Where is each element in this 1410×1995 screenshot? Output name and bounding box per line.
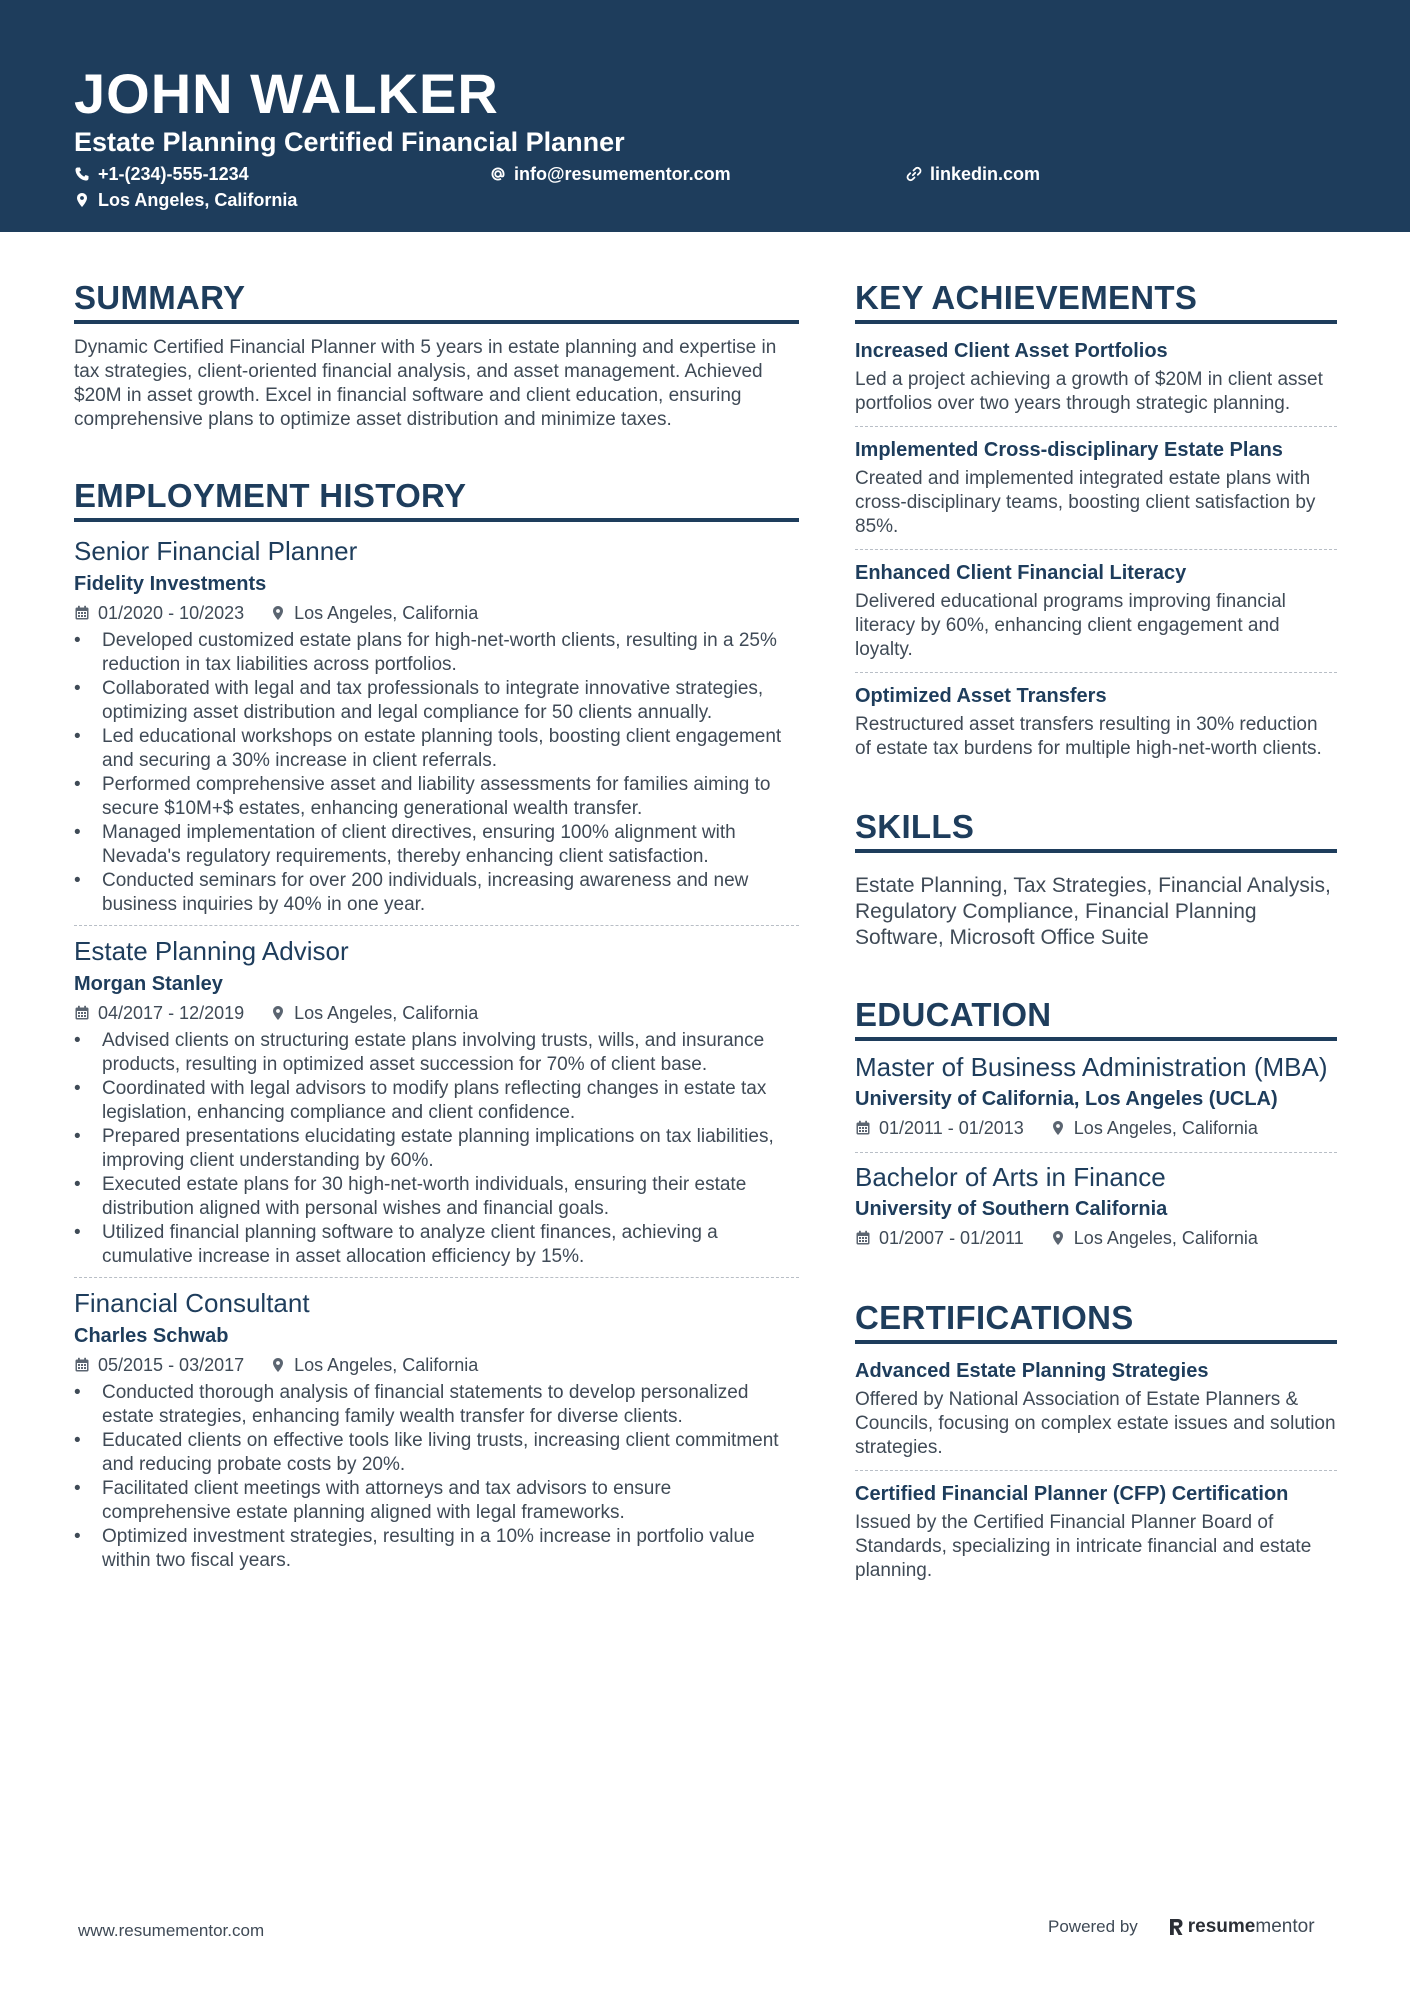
education-school: University of California, Los Angeles (UCLA): [855, 1088, 1278, 1110]
job-company: Charles Schwab: [74, 1325, 229, 1347]
job-meta: [74, 600, 799, 626]
job-bullet: • Performed comprehensive asset and liability assessments for families aiming to secure $10M+$ estates, enhancing generational wealth transfer.: [74, 773, 799, 821]
achievement-text: Created and implemented integrated estate plans with cross-disciplinary teams, boosting client satisfaction by 85%.: [855, 468, 1316, 537]
location-pin-icon: [1050, 1230, 1066, 1246]
certification-title: Certified Financial Planner (CFP) Certification: [855, 1483, 1289, 1505]
achievement-title: Enhanced Client Financial Literacy: [855, 562, 1187, 584]
location-pin-icon: [1050, 1120, 1066, 1136]
candidate-title: Estate Planning Certified Financial Planner: [74, 127, 625, 157]
job-bullets: [74, 1029, 799, 1269]
summary-text: Dynamic Certified Financial Planner with 5 years in estate planning and expertise in tax strategies, client-oriented financial analysis, and asset management. Achieved $20M in asset growth. Excel in financial software and client education, ensuring comprehensive plans to optimize asset distribution and minimize taxes.: [74, 337, 777, 430]
certification-item: [855, 1470, 1337, 1593]
achievement-item: [855, 672, 1337, 771]
link-icon: [906, 166, 922, 182]
phone-text: +1-(234)-555-1234: [98, 164, 249, 184]
job-meta: [74, 1000, 799, 1026]
calendar-icon: [74, 1005, 90, 1021]
achievement-text: Delivered educational programs improving financial literacy by 60%, enhancing client engagement and loyalty.: [855, 591, 1286, 660]
location-pin-icon: [270, 1005, 286, 1021]
phone-icon: [74, 166, 90, 182]
education-item: [855, 1152, 1337, 1262]
job-bullet: • Conducted thorough analysis of financial statements to develop personalized estate strategies, enhancing family wealth transfer for diverse clients.: [74, 1381, 799, 1429]
brand-name-light: mentor: [1255, 1916, 1315, 1937]
job-title: Senior Financial Planner: [74, 536, 358, 566]
job-entry: [74, 925, 799, 1277]
job-bullet: • Advised clients on structuring estate plans involving trusts, wills, and insurance products, resulting in optimized asset succession for 70% of client base.: [74, 1029, 799, 1077]
job-bullet: • Educated clients on effective tools like living trusts, increasing client commitment and reducing probate costs by 20%.: [74, 1429, 799, 1477]
powered-by-label: Powered by: [1048, 1917, 1138, 1936]
job-bullet: • Utilized financial planning software to analyze client finances, achieving a cumulative increase in asset allocation efficiency by 15%.: [74, 1221, 799, 1269]
certifications-heading: CERTIFICATIONS: [855, 1298, 1337, 1344]
employment-heading: EMPLOYMENT HISTORY: [74, 476, 799, 522]
job-bullets: [74, 629, 799, 917]
skills-section: [855, 807, 1337, 951]
job-dates: 04/2017 - 12/2019: [98, 1003, 245, 1023]
email-link[interactable]: info@resumementor.com: [514, 164, 731, 184]
education-meta: [855, 1225, 1337, 1251]
education-heading: EDUCATION: [855, 995, 1337, 1041]
location-text: Los Angeles, California: [98, 190, 298, 210]
achievements-section: [855, 278, 1337, 771]
calendar-icon: [855, 1230, 871, 1246]
location-pin-icon: [74, 192, 90, 208]
contact-phone: [74, 162, 249, 186]
calendar-icon: [855, 1120, 871, 1136]
skills-text: Estate Planning, Tax Strategies, Financial Analysis, Regulatory Compliance, Financial Planning Software, Microsoft Office Suite: [855, 874, 1331, 949]
job-bullet: • Optimized investment strategies, resulting in a 10% increase in portfolio value within two fiscal years.: [74, 1525, 799, 1573]
achievement-item: [855, 426, 1337, 549]
job-bullet: • Prepared presentations elucidating estate planning implications on tax liabilities, improving client understanding by 60%.: [74, 1125, 799, 1173]
achievement-title: Optimized Asset Transfers: [855, 685, 1107, 707]
education-degree: Master of Business Administration (MBA): [855, 1052, 1328, 1082]
job-meta: [74, 1352, 799, 1378]
candidate-name: JOHN WALKER: [74, 62, 499, 125]
achievement-text: Led a project achieving a growth of $20M in client asset portfolios over two years through strategic planning.: [855, 369, 1323, 414]
contact-email[interactable]: [490, 162, 731, 186]
job-bullet: • Led educational workshops on estate planning tools, boosting client engagement and securing a 30% increase in client referrals.: [74, 725, 799, 773]
job-title: Financial Consultant: [74, 1288, 310, 1318]
job-dates: 05/2015 - 03/2017: [98, 1355, 245, 1375]
footer-website[interactable]: www.resumementor.com: [78, 1921, 265, 1940]
education-meta: [855, 1115, 1337, 1141]
job-entry: [74, 1277, 799, 1581]
job-bullet: • Managed implementation of client directives, ensuring 100% alignment with Nevada's regulatory requirements, thereby enhancing client satisfaction.: [74, 821, 799, 869]
left-column: [74, 278, 799, 1581]
calendar-icon: [74, 605, 90, 621]
education-school: University of Southern California: [855, 1198, 1168, 1220]
resumementor-logo-icon: [1168, 1917, 1184, 1937]
education-section: [855, 995, 1337, 1262]
job-company: Morgan Stanley: [74, 973, 223, 995]
certification-title: Advanced Estate Planning Strategies: [855, 1360, 1209, 1382]
linkedin-link[interactable]: linkedin.com: [930, 164, 1041, 184]
job-bullet: • Collaborated with legal and tax professionals to integrate innovative strategies, optimizing asset distribution and legal compliance for 50 clients annually.: [74, 677, 799, 725]
achievement-item: [855, 549, 1337, 672]
job-location: Los Angeles, California: [294, 603, 479, 623]
footer-branding: [1048, 1916, 1315, 1938]
job-bullet: • Facilitated client meetings with attorneys and tax advisors to ensure comprehensive estate planning aligned with legal frameworks.: [74, 1477, 799, 1525]
resume-header: [0, 0, 1410, 232]
education-dates: 01/2011 - 01/2013: [879, 1118, 1024, 1138]
summary-section: [74, 278, 799, 432]
calendar-icon: [74, 1357, 90, 1373]
job-company: Fidelity Investments: [74, 573, 267, 595]
at-icon: [490, 166, 506, 182]
contact-linkedin[interactable]: [906, 162, 1040, 186]
job-bullets: [74, 1381, 799, 1573]
brand-logo[interactable]: [1168, 1916, 1315, 1938]
job-location: Los Angeles, California: [294, 1355, 479, 1375]
job-title: Estate Planning Advisor: [74, 936, 349, 966]
education-location: Los Angeles, California: [1073, 1228, 1258, 1248]
achievement-text: Restructured asset transfers resulting in 30% reduction of estate tax burdens for multiple high-net-worth clients.: [855, 714, 1322, 759]
job-location: Los Angeles, California: [294, 1003, 479, 1023]
achievement-title: Implemented Cross-disciplinary Estate Plans: [855, 439, 1283, 461]
job-entry: [74, 534, 799, 925]
employment-section: [74, 476, 799, 1581]
job-bullet: • Developed customized estate plans for high-net-worth clients, resulting in a 25% reduction in tax liabilities across portfolios.: [74, 629, 799, 677]
skills-heading: SKILLS: [855, 807, 1337, 853]
certification-item: [855, 1358, 1337, 1470]
education-location: Los Angeles, California: [1073, 1118, 1258, 1138]
achievement-item: [855, 338, 1337, 426]
job-bullet: • Conducted seminars for over 200 individuals, increasing awareness and new business inquiries by 40% in one year.: [74, 869, 799, 917]
achievement-title: Increased Client Asset Portfolios: [855, 340, 1168, 362]
brand-name-bold: resume: [1187, 1916, 1256, 1937]
education-item: [855, 1051, 1337, 1152]
education-dates: 01/2007 - 01/2011: [879, 1228, 1024, 1248]
education-degree: Bachelor of Arts in Finance: [855, 1162, 1166, 1192]
job-dates: 01/2020 - 10/2023: [98, 603, 245, 623]
certification-text: Issued by the Certified Financial Planner Board of Standards, specializing in intricate financial and estate planning.: [855, 1512, 1312, 1581]
summary-heading: SUMMARY: [74, 278, 799, 324]
certification-text: Offered by National Association of Estate Planners & Councils, focusing on complex estate issues and solution strategies.: [855, 1389, 1336, 1458]
contact-location: [74, 188, 297, 212]
location-pin-icon: [270, 605, 286, 621]
certifications-section: [855, 1298, 1337, 1593]
job-bullet: • Coordinated with legal advisors to modify plans reflecting changes in estate tax legislation, enhancing compliance and client confidence.: [74, 1077, 799, 1125]
location-pin-icon: [270, 1357, 286, 1373]
job-bullet: • Executed estate plans for 30 high-net-worth individuals, ensuring their estate distribution aligned with personal wishes and financial goals.: [74, 1173, 799, 1221]
right-column: [855, 278, 1337, 1593]
achievements-heading: KEY ACHIEVEMENTS: [855, 278, 1337, 324]
